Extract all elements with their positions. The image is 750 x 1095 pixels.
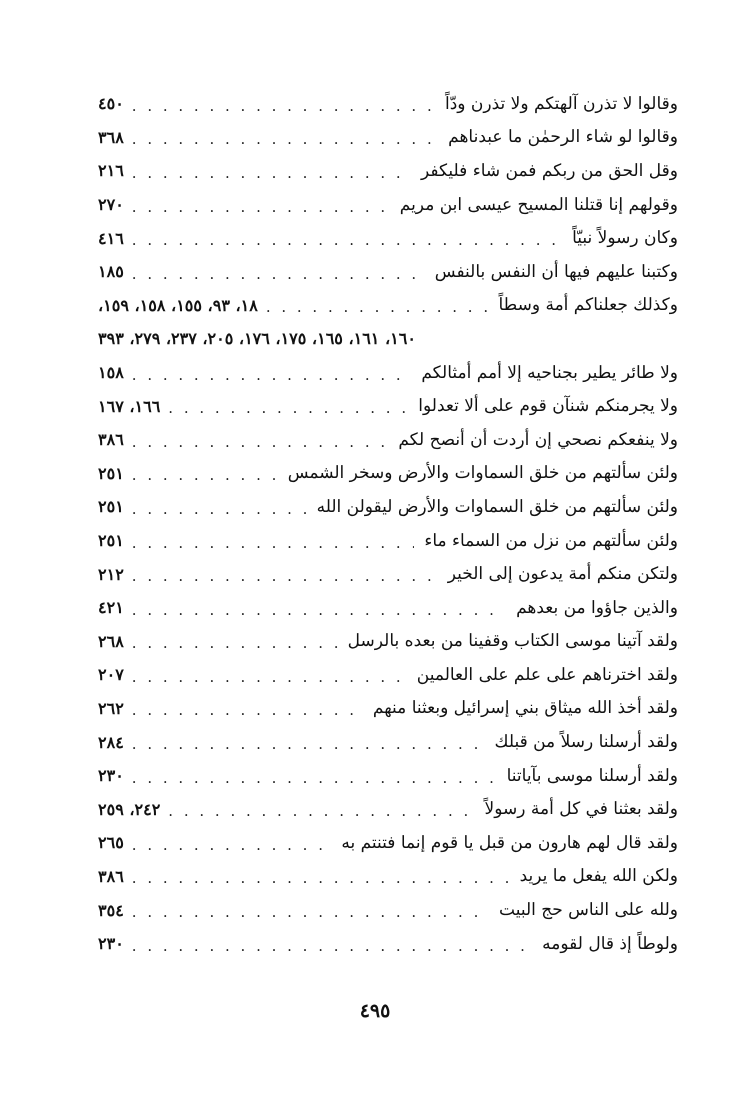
- index-entry: [98, 356, 678, 390]
- verse-text: وقولهم إنا قتلنا المسيح عيسى ابن مريم: [399, 194, 678, 215]
- page-references: ١٦٦، ١٦٧: [98, 396, 161, 416]
- verse-text: ولله على الناس حج البيت: [499, 900, 678, 921]
- dot-leader: [132, 668, 407, 686]
- index-entry: [98, 591, 678, 625]
- verse-text: ولئن سألتهم من نزل من السماء ماء: [424, 530, 678, 551]
- index-entry: [98, 692, 678, 726]
- verse-text: وكذلك جعلناكم أمة وسطاً: [498, 295, 678, 316]
- verse-text: وكان رسولاً نبيّاً: [572, 228, 678, 249]
- index-entry: [98, 826, 678, 860]
- dot-leader: [132, 903, 489, 921]
- index-entry-continuation: [98, 322, 678, 356]
- verse-index-list: [98, 87, 678, 960]
- page-references: ٢٧٠: [98, 195, 124, 215]
- verse-text: ولقد بعثنا في كل أمة رسولاً: [484, 799, 678, 820]
- index-entry: [98, 289, 678, 323]
- verse-text: ولقد آتينا موسى الكتاب وقفينا من بعده بالرسل: [347, 631, 678, 652]
- verse-text: ولئن سألتهم من خلق السماوات والأرض ليقولن الله: [316, 496, 678, 517]
- index-entry: [98, 423, 678, 457]
- dot-leader: [168, 802, 474, 820]
- page-number: ٤٩٥: [359, 1000, 391, 1022]
- index-entry: [98, 893, 678, 927]
- dot-leader: [132, 567, 438, 585]
- page-references: ١٨، ٩٣، ١٥٥، ١٥٨، ١٥٩،: [98, 295, 258, 315]
- index-entry: [98, 725, 678, 759]
- page-references: ٣٦٨: [98, 127, 124, 147]
- dot-leader: [132, 836, 332, 854]
- index-entry: [98, 557, 678, 591]
- page-references: ٢٣٠: [98, 934, 124, 954]
- verse-text: ولوطاً إذ قال لقومه: [542, 933, 678, 954]
- index-entry: [98, 87, 678, 121]
- verse-text: ولقد أخذ الله ميثاق بني إسرائيل وبعثنا منهم: [372, 698, 678, 719]
- page-references: ٢٥١: [98, 463, 124, 483]
- index-entry: [98, 121, 678, 155]
- verse-text: ولتكن منكم أمة يدعون إلى الخير: [447, 564, 678, 585]
- dot-leader: [132, 433, 389, 451]
- dot-leader: [132, 869, 510, 887]
- page-references: ١٦٠، ١٦١، ١٦٥، ١٧٥، ١٧٦، ٢٠٥، ٢٣٧، ٢٧٩، ٣٩٣: [98, 329, 416, 349]
- verse-text: ولا طائر يطير بجناحيه إلا أمم أمثالكم: [421, 362, 678, 383]
- page-references: ٢٦٢: [98, 698, 124, 718]
- page-references: ٤٢١: [98, 598, 124, 618]
- dot-leader: [132, 164, 411, 182]
- page-references: ٢٨٤: [98, 732, 124, 752]
- page-references: ٣٥٤: [98, 900, 124, 920]
- dot-leader: [168, 399, 408, 417]
- page-references: ٢٤٢، ٢٥٩: [98, 799, 161, 819]
- verse-text: وقالوا لو شاء الرحمٰن ما عبدناهم: [448, 127, 678, 148]
- dot-leader: [132, 534, 415, 552]
- page-references: ٣٨٦: [98, 430, 124, 450]
- verse-text: ولقد اخترناهم على علم على العالمين: [416, 664, 678, 685]
- dot-leader: [132, 500, 307, 518]
- verse-text: ولا يجرمنكم شنآن قوم على ألا تعدلوا: [418, 396, 678, 417]
- verse-text: ولكن الله يفعل ما يريد: [519, 866, 678, 887]
- dot-leader: [132, 701, 363, 719]
- verse-text: ولقد أرسلنا رسلاً من قبلك: [494, 732, 678, 753]
- dot-leader: [266, 298, 489, 316]
- index-entry: [98, 524, 678, 558]
- index-entry: [98, 658, 678, 692]
- dot-leader: [132, 466, 278, 484]
- index-entry: [98, 759, 678, 793]
- page-references: ٢١٦: [98, 161, 124, 181]
- dot-leader: [132, 735, 485, 753]
- page-references: ٤٥٠: [98, 94, 124, 114]
- page-references: ١٨٥: [98, 262, 124, 282]
- index-entry: [98, 389, 678, 423]
- index-entry: [98, 221, 678, 255]
- dot-leader: [132, 769, 497, 787]
- page-references: ٣٨٦: [98, 866, 124, 886]
- dot-leader: [132, 97, 435, 115]
- page-references: ٢٠٧: [98, 665, 124, 685]
- verse-text: والذين جاؤوا من بعدهم: [516, 597, 678, 618]
- dot-leader: [132, 366, 412, 384]
- dot-leader: [132, 198, 390, 216]
- page-references: ٢٥١: [98, 531, 124, 551]
- dot-leader: [132, 265, 425, 283]
- page-references: ٤١٦: [98, 228, 124, 248]
- index-entry: [98, 625, 678, 659]
- verse-text: ولا ينفعكم نصحي إن أردت أن أنصح لكم: [398, 429, 678, 450]
- index-entry: [98, 188, 678, 222]
- index-entry: [98, 860, 678, 894]
- page-references: ١٥٨: [98, 363, 124, 383]
- index-entry: [98, 927, 678, 961]
- index-entry: [98, 792, 678, 826]
- page-references: ٢١٢: [98, 564, 124, 584]
- page-references: ٢٣٠: [98, 766, 124, 786]
- dot-leader: [132, 130, 438, 148]
- index-entry: [98, 490, 678, 524]
- verse-text: ولقد قال لهم هارون من قبل يا قوم إنما فتنتم به: [341, 832, 678, 853]
- dot-leader: [132, 937, 532, 955]
- page-references: ٢٦٨: [98, 631, 124, 651]
- verse-text: ولقد أرسلنا موسى بآياتنا: [506, 765, 678, 786]
- index-entry: [98, 154, 678, 188]
- page-references: ٢٥١: [98, 497, 124, 517]
- index-entry: [98, 457, 678, 491]
- verse-text: وكتبنا عليهم فيها أن النفس بالنفس: [434, 261, 678, 282]
- index-entry: [98, 255, 678, 289]
- dot-leader: [132, 601, 506, 619]
- verse-text: وقالوا لا تذرن آلهتكم ولا تذرن ودّاً: [445, 93, 678, 114]
- page-references: ٢٦٥: [98, 833, 124, 853]
- dot-leader: [132, 231, 562, 249]
- verse-text: ولئن سألتهم من خلق السماوات والأرض وسخر الشمس: [287, 463, 678, 484]
- dot-leader: [132, 634, 338, 652]
- verse-text: وقل الحق من ربكم فمن شاء فليكفر: [421, 160, 678, 181]
